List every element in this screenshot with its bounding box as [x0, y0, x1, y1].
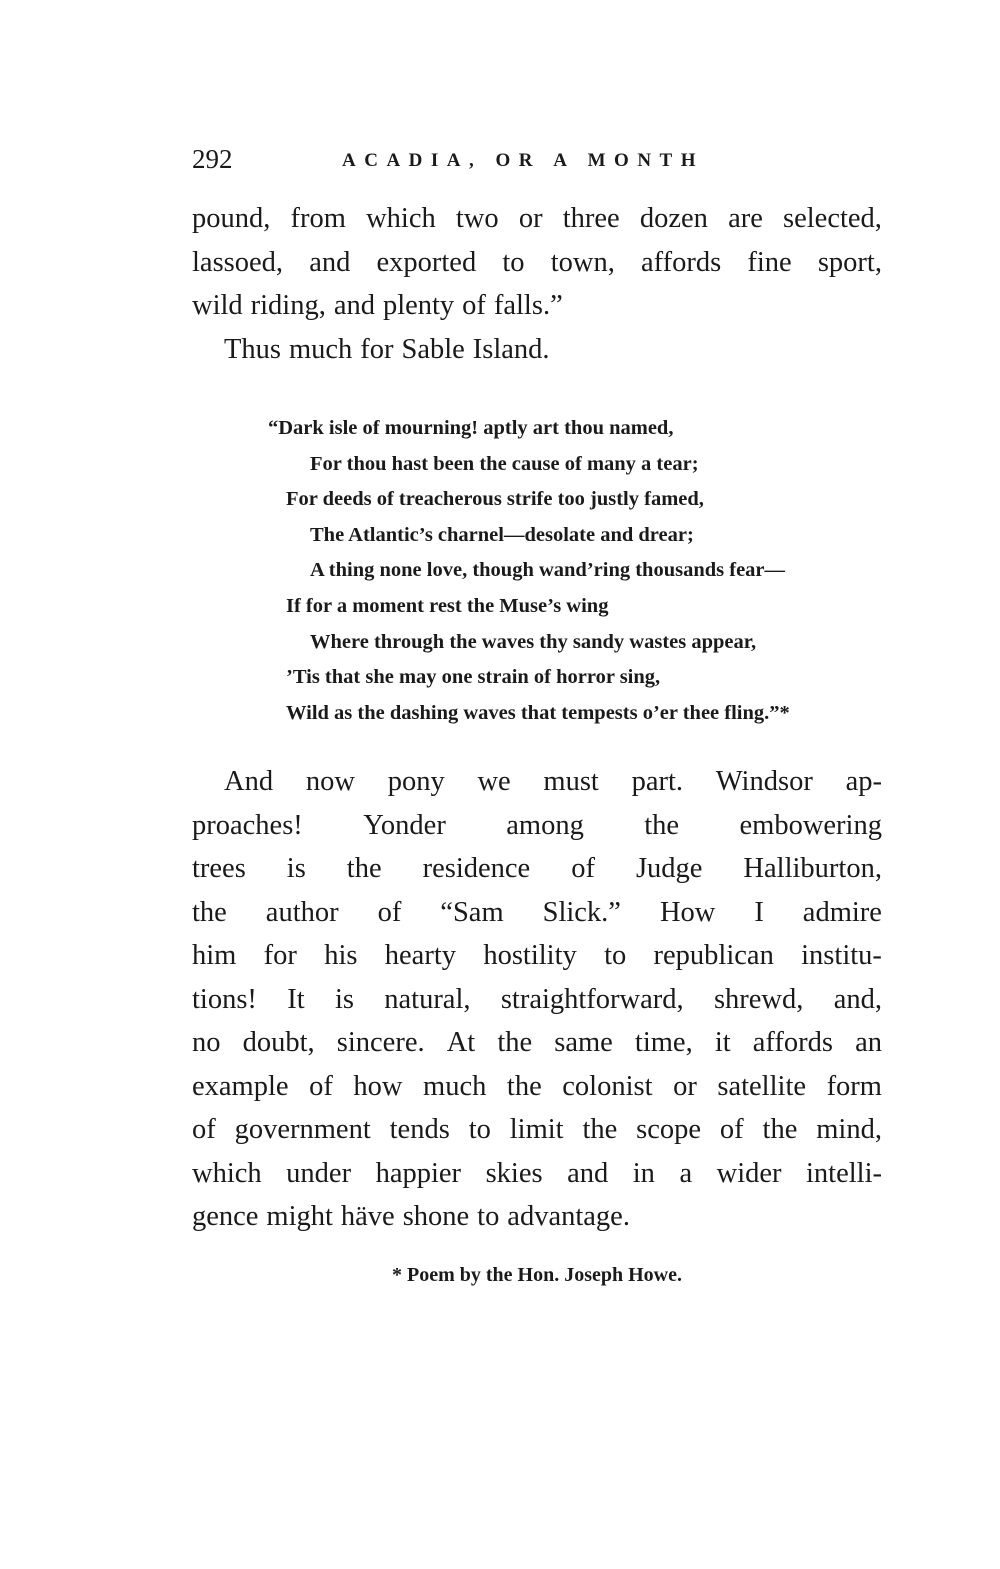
word: now	[305, 766, 355, 797]
word: It	[287, 983, 305, 1015]
word: is	[286, 853, 306, 884]
word: are	[728, 203, 763, 234]
word: riding,	[250, 290, 326, 321]
word: is	[334, 983, 354, 1015]
word: republican	[653, 940, 774, 971]
word: hostility	[483, 940, 577, 971]
word: must	[543, 766, 599, 797]
word: shone	[402, 1201, 470, 1232]
word: I	[754, 896, 764, 928]
text-line	[192, 1152, 882, 1196]
word: satellite	[717, 1070, 807, 1102]
word: embowering	[739, 809, 882, 841]
running-title: ACADIA, OR A MONTH	[342, 150, 705, 171]
word: exported	[376, 246, 477, 278]
word: Sable	[401, 333, 465, 365]
word: for	[360, 333, 394, 365]
word: two	[455, 203, 499, 234]
poem-line: Wild as the dashing waves that tempests o’er thee fling.”*	[286, 701, 790, 724]
word: colonist	[562, 1070, 653, 1102]
word: affords	[752, 1027, 833, 1058]
word: lassoed,	[192, 246, 284, 278]
word: we	[477, 766, 511, 797]
word: from	[290, 203, 346, 234]
word: to	[468, 1114, 491, 1145]
paragraph-sable-island	[192, 197, 882, 371]
word: much	[288, 333, 353, 365]
word: among	[506, 809, 584, 841]
word: limit	[509, 1114, 564, 1145]
word: Judge	[635, 853, 703, 884]
word: trees	[192, 853, 246, 884]
word: ap-	[845, 766, 882, 797]
poem-line: If for a moment rest the Muse’s wing	[286, 594, 609, 617]
word: three	[562, 203, 620, 234]
word: to	[502, 246, 525, 278]
text-line	[192, 284, 882, 328]
word: the	[497, 1027, 533, 1058]
word: part.	[631, 766, 684, 797]
poem-line: “Dark isle of mourning! aptly art thou named,	[268, 417, 674, 439]
text-line	[192, 804, 882, 848]
word: of	[377, 896, 402, 928]
word: pony	[387, 766, 445, 797]
word: proaches!	[192, 809, 303, 841]
word: häve	[340, 1201, 395, 1232]
word: might	[266, 1201, 333, 1232]
word: Halliburton,	[743, 853, 882, 884]
word: in	[632, 1157, 655, 1189]
word: and	[333, 290, 375, 321]
word: straightforward,	[500, 983, 684, 1015]
word: residence	[422, 853, 531, 884]
poem-line: ’Tis that she may one strain of horror sing,	[286, 666, 661, 689]
word: much	[423, 1070, 487, 1102]
word: skies	[485, 1157, 543, 1189]
word: it	[714, 1027, 731, 1058]
word: mind,	[816, 1114, 882, 1145]
word: and,	[833, 983, 882, 1015]
word: wider	[716, 1157, 782, 1189]
word: and	[567, 1157, 609, 1189]
word: which	[192, 1157, 262, 1189]
word: Slick.”	[542, 896, 621, 928]
text-line	[192, 197, 882, 241]
text-line	[192, 760, 882, 804]
word: government	[234, 1114, 371, 1145]
word: shrewd,	[713, 983, 804, 1015]
word: selected,	[783, 203, 882, 234]
page-number: 292	[192, 144, 233, 174]
running-head	[192, 144, 892, 180]
word: dozen	[639, 203, 708, 234]
word: and	[309, 246, 351, 278]
word: “Sam	[440, 896, 504, 928]
paragraph-windsor	[192, 760, 882, 1239]
word: doubt,	[242, 1027, 315, 1058]
text-line	[192, 1021, 882, 1065]
word: how	[353, 1070, 403, 1102]
word: gence	[192, 1201, 259, 1232]
word: same	[554, 1027, 613, 1058]
word: time,	[634, 1027, 693, 1058]
word: At	[446, 1027, 476, 1058]
word: the	[644, 809, 680, 841]
text-line	[192, 1195, 882, 1239]
word: natural,	[384, 983, 471, 1015]
text-line	[192, 847, 882, 891]
word: happier	[375, 1157, 462, 1189]
word: town,	[550, 246, 615, 278]
word: his	[324, 940, 358, 971]
word: an	[855, 1027, 882, 1058]
word: plenty	[382, 290, 455, 321]
word: for	[263, 940, 297, 971]
word: wild	[192, 290, 243, 321]
word: intelli-	[806, 1157, 882, 1189]
word: admire	[802, 896, 882, 928]
word: scope	[636, 1114, 702, 1145]
word: or	[518, 203, 543, 234]
word: to	[477, 1201, 500, 1232]
word: tends	[389, 1114, 450, 1145]
word: no	[192, 1027, 221, 1058]
word: the	[506, 1070, 542, 1102]
word: or	[673, 1070, 697, 1102]
word: institu-	[801, 940, 882, 971]
poem-line: For deeds of treacherous strife too justly famed,	[286, 488, 704, 511]
word: of	[309, 1070, 333, 1102]
word: a	[679, 1157, 693, 1189]
word: of	[719, 1114, 744, 1145]
word: tions!	[192, 983, 257, 1015]
word: sport,	[817, 246, 882, 278]
text-line	[192, 934, 882, 978]
word: of	[462, 290, 486, 321]
poem-line: For thou hast been the cause of many a tear;	[310, 452, 699, 475]
poem-line: A thing none love, though wand’ring thousands fear—	[310, 559, 786, 582]
word: the	[762, 1114, 798, 1145]
word: the	[582, 1114, 618, 1145]
text-line	[192, 1065, 882, 1109]
poem-quote	[260, 411, 900, 731]
word: him	[192, 940, 237, 971]
text-line	[192, 1108, 882, 1152]
text-line	[192, 328, 882, 372]
word: sincere.	[336, 1027, 425, 1058]
word: falls.”	[493, 290, 563, 321]
word: example	[192, 1070, 289, 1102]
word: And	[224, 766, 274, 797]
word: Island.	[472, 333, 550, 365]
text-line	[192, 891, 882, 935]
word: which	[366, 203, 436, 234]
word: Yonder	[363, 809, 446, 841]
word: of	[192, 1114, 216, 1145]
poem-line: The Atlantic’s charnel—desolate and drear;	[310, 523, 694, 546]
footnote: * Poem by the Hon. Joseph Howe.	[392, 1264, 682, 1286]
word: the	[192, 896, 227, 928]
word: of	[571, 853, 595, 884]
word: under	[286, 1157, 352, 1189]
word: the	[346, 853, 382, 884]
word: hearty	[384, 940, 456, 971]
word: How	[659, 896, 716, 928]
word: fine	[747, 246, 792, 278]
word: to	[604, 940, 627, 971]
word: form	[826, 1070, 882, 1102]
word: pound,	[192, 203, 271, 234]
word: advantage.	[507, 1201, 630, 1232]
text-line	[192, 978, 882, 1022]
word: Thus	[224, 333, 281, 365]
poem-line: Where through the waves thy sandy wastes appear,	[310, 630, 757, 653]
word: author	[265, 896, 339, 928]
word: affords	[640, 246, 722, 278]
text-line	[192, 241, 882, 285]
word: Windsor	[715, 766, 813, 797]
